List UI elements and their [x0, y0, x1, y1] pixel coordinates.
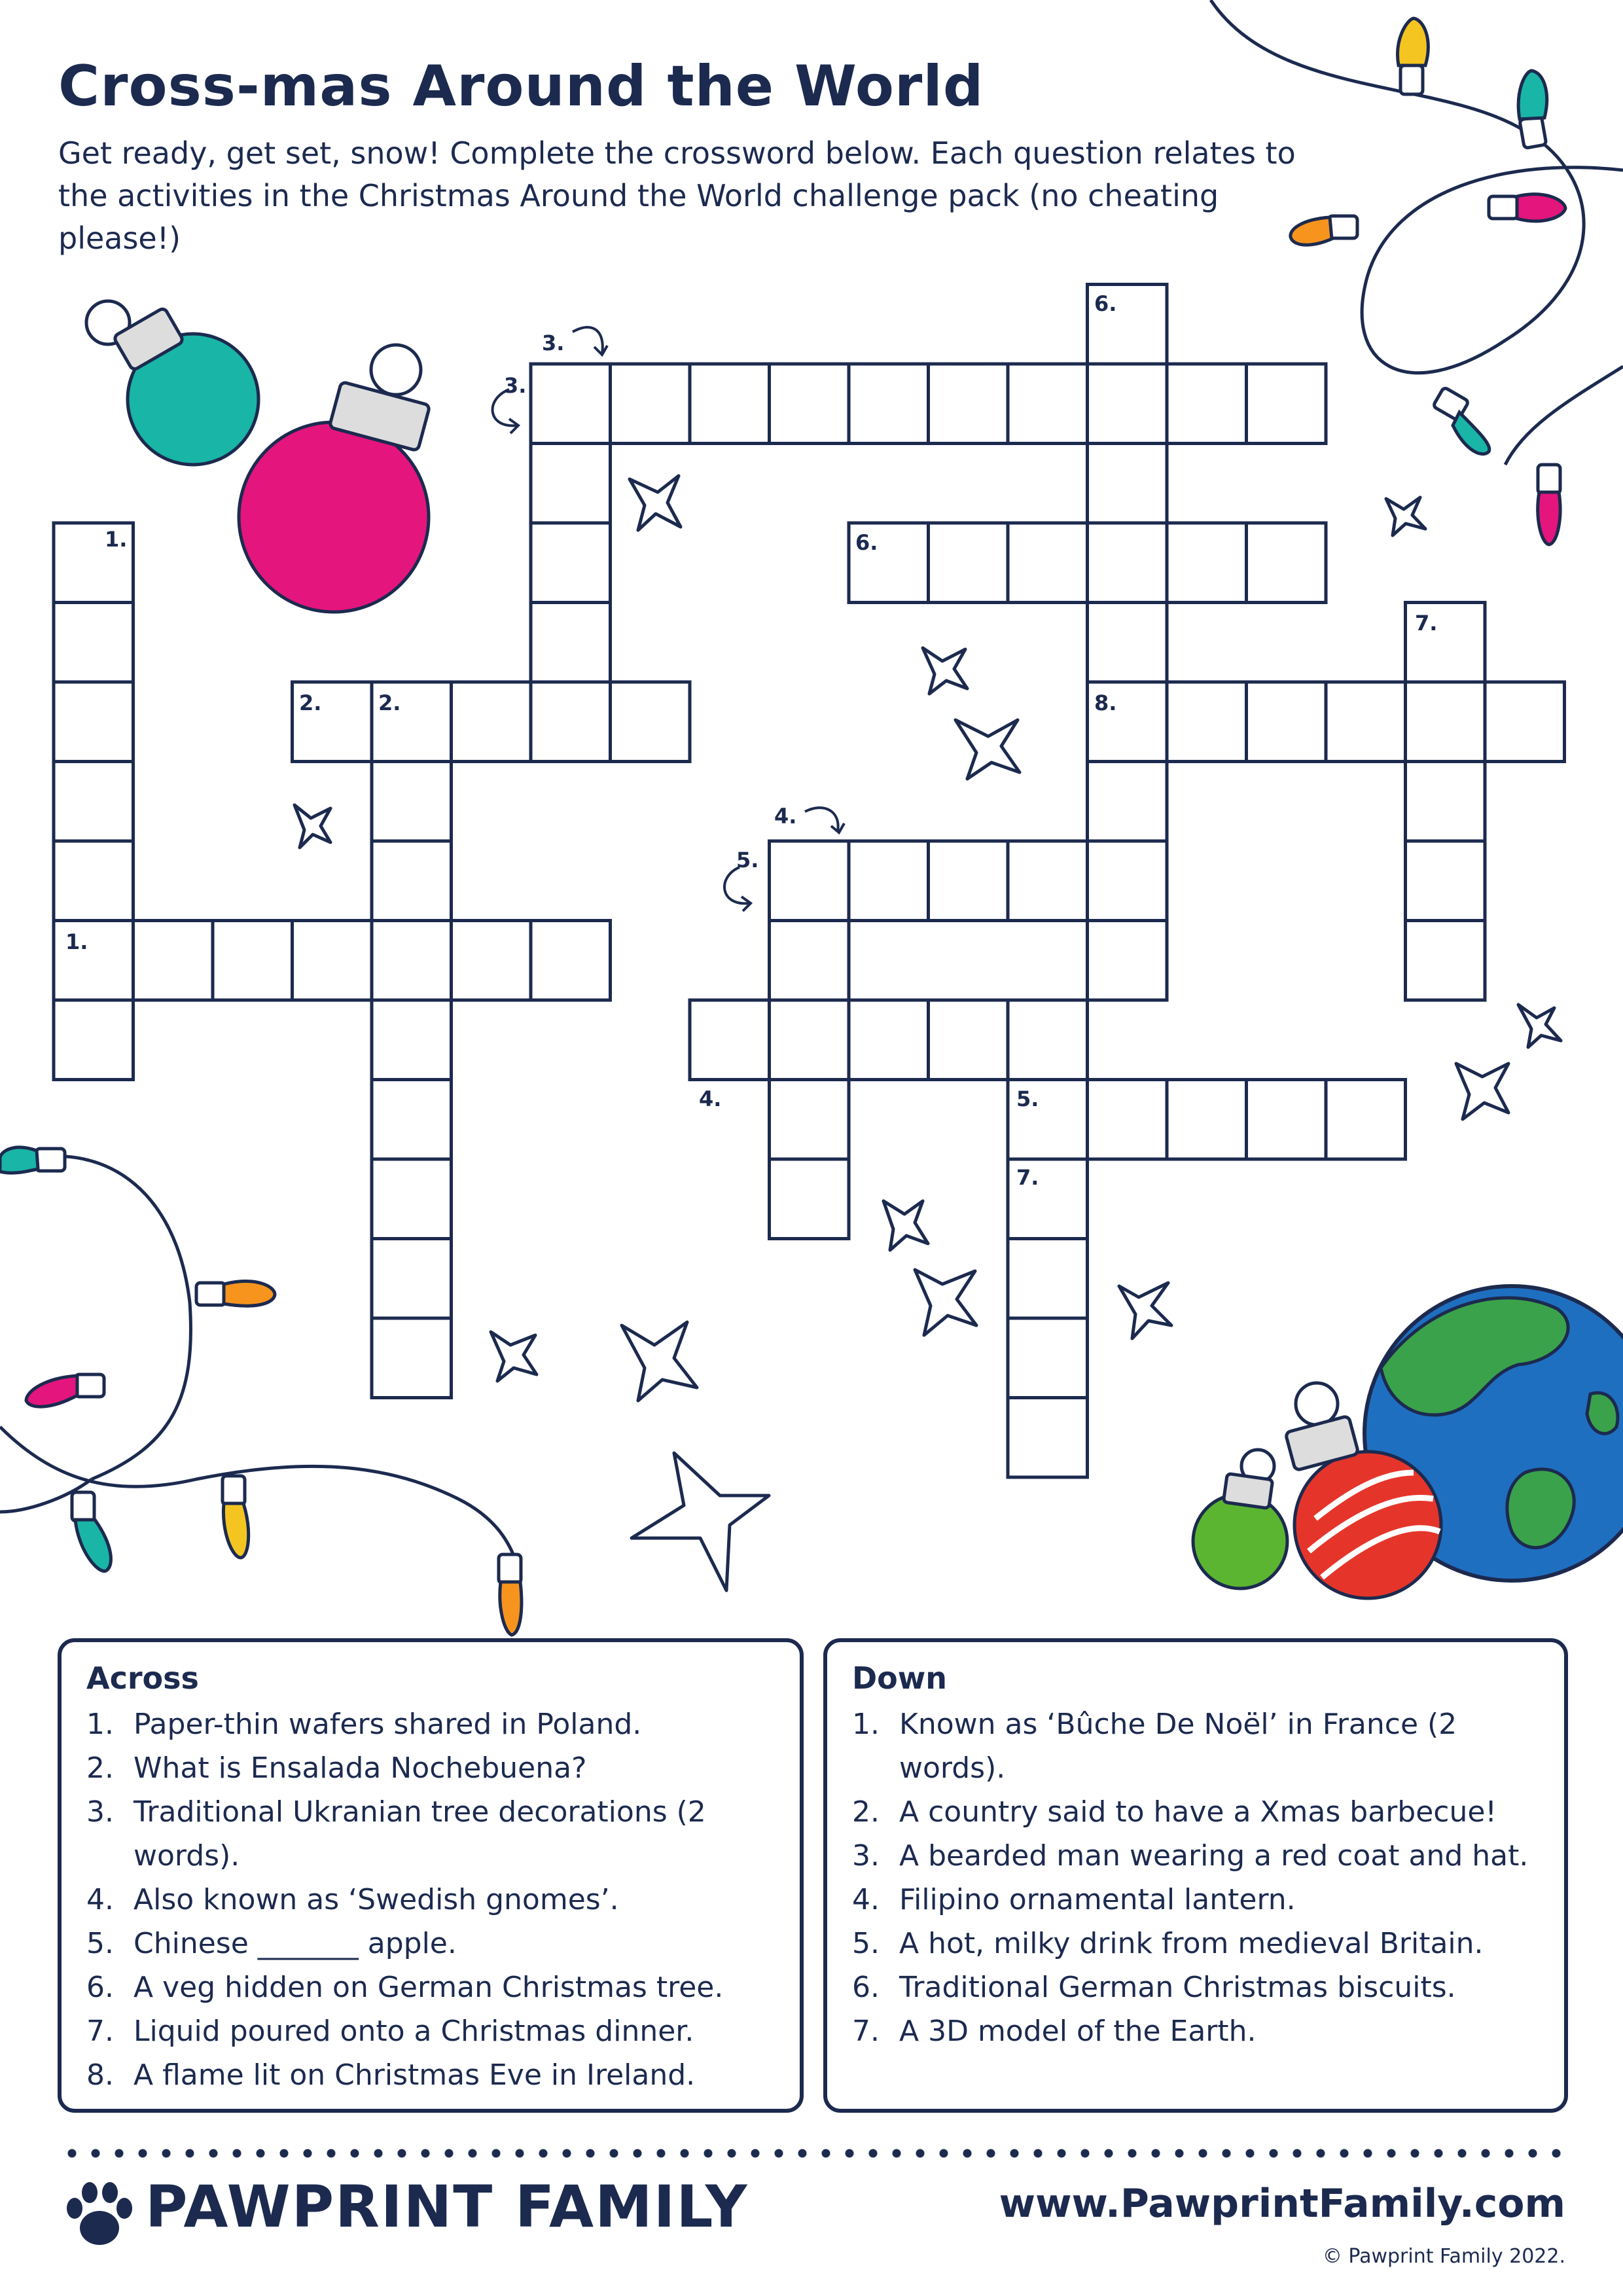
crossword-cell[interactable] [1088, 841, 1168, 921]
crossword-cell[interactable] [1247, 523, 1327, 603]
crossword-cell[interactable] [293, 921, 372, 1001]
crossword-cell[interactable] [372, 921, 452, 1001]
crossword-cell[interactable] [1406, 841, 1486, 921]
cell-number-down-7: 7. [1415, 611, 1438, 636]
cell-number-across-8: 8. [1094, 691, 1117, 715]
down-heading: Down [852, 1660, 948, 1696]
crossword-cell[interactable] [1088, 921, 1168, 1001]
crossword-cell[interactable] [1008, 523, 1088, 603]
crossword-cell[interactable] [1088, 523, 1168, 603]
crossword-cell[interactable] [1326, 682, 1406, 762]
crossword-cell[interactable] [770, 1080, 849, 1160]
crossword-cell[interactable] [452, 921, 531, 1001]
crossword-cell[interactable] [1167, 682, 1247, 762]
crossword-cell[interactable] [372, 1159, 452, 1239]
crossword-cell[interactable] [1406, 921, 1486, 1001]
crossword-cell[interactable] [849, 364, 929, 444]
down-clue-6: 6. Traditional German Christmas biscuits. [852, 1971, 1456, 2004]
cell-number-across-4: 4. [699, 1086, 722, 1111]
across-clue-7: 7. Liquid poured onto a Christmas dinner. [86, 2015, 694, 2048]
crossword-cell[interactable] [372, 762, 452, 842]
crossword-cell[interactable] [611, 682, 690, 762]
crossword-cell[interactable] [1406, 682, 1486, 762]
across-clue-list [86, 1702, 780, 2097]
crossword-cell[interactable] [690, 364, 770, 444]
crossword-cell[interactable] [690, 1000, 770, 1080]
across-clue-6: 6. A veg hidden on German Christmas tree. [86, 1971, 724, 2004]
cell-number-across-7: 7. [1016, 1165, 1039, 1190]
crossword-cell[interactable] [1008, 1239, 1088, 1319]
brand-logo-text: PAWPRINT FAMILY [145, 2173, 749, 2240]
down-clues-panel [823, 1638, 1568, 2113]
dotted-divider [60, 2149, 1565, 2158]
crossword-cell[interactable] [770, 1000, 849, 1080]
crossword-cell[interactable] [452, 682, 531, 762]
across-clue-5: 5. Chinese _______ apple. [86, 1927, 457, 1960]
down-clue-3: 3. A bearded man wearing a red coat and hat. [852, 1839, 1529, 1873]
across-clue-3: 3. Traditional Ukranian tree decorations (2 words). [86, 1795, 706, 1873]
across-heading: Across [86, 1660, 199, 1696]
crossword-cell[interactable] [929, 841, 1008, 921]
paw-print-icon [60, 2174, 139, 2253]
crossword-cell[interactable] [54, 1000, 134, 1080]
down-clue-list [852, 1702, 1544, 2053]
crossword-cell[interactable] [531, 921, 611, 1001]
crossword-cell[interactable] [929, 523, 1008, 603]
crossword-cell[interactable] [770, 1159, 849, 1239]
crossword-cell[interactable] [372, 841, 452, 921]
website-link[interactable]: www.PawprintFamily.com [999, 2181, 1565, 2227]
crossword-cell[interactable] [1088, 762, 1168, 842]
down-clue-2: 2. A country said to have a Xmas barbecue! [852, 1795, 1497, 1829]
cell-number-down-1: 1. [105, 527, 128, 552]
crossword-cell[interactable] [1088, 603, 1168, 683]
cell-number-across-6: 6. [855, 530, 878, 555]
crossword-cell[interactable] [372, 1080, 452, 1160]
crossword-cell[interactable] [372, 1318, 452, 1398]
copyright-text: © Pawprint Family 2022. [1322, 2245, 1565, 2268]
crossword-cell[interactable] [54, 682, 134, 762]
crossword-cell[interactable] [531, 603, 611, 683]
crossword-cell[interactable] [1088, 364, 1168, 444]
crossword-cell[interactable] [1406, 762, 1486, 842]
cell-number-down-5: 5. [1016, 1086, 1039, 1111]
cell-number-across-2: 2. [299, 691, 322, 715]
crossword-cell[interactable] [372, 1000, 452, 1080]
cell-number-down-4: 4. [774, 804, 797, 829]
cell-number-across-3: 3. [504, 373, 527, 398]
crossword-cell[interactable] [1008, 1318, 1088, 1398]
crossword-cell[interactable] [134, 921, 213, 1001]
crossword-cell[interactable] [531, 682, 611, 762]
crossword-cell[interactable] [54, 841, 134, 921]
crossword-cell[interactable] [1008, 1398, 1088, 1478]
down-clue-4: 4. Filipino ornamental lantern. [852, 1883, 1296, 1916]
crossword-cell[interactable] [213, 921, 293, 1001]
across-clue-1: 1. Paper-thin wafers shared in Poland. [86, 1708, 642, 1741]
intro-text: Get ready, get set, snow! Complete the crossword below. Each question relates to the activities in the Christmas Around the World challenge pack (no cheating please!) [58, 135, 1296, 256]
crossword-cell[interactable] [1247, 1080, 1327, 1160]
across-clue-4: 4. Also known as ‘Swedish gnomes’. [86, 1883, 619, 1916]
crossword-cell[interactable] [1247, 682, 1327, 762]
crossword-cell[interactable] [1008, 364, 1088, 444]
cell-number-down-2: 2. [378, 691, 401, 715]
crossword-cell[interactable] [770, 364, 849, 444]
crossword-cell[interactable] [1326, 1080, 1406, 1160]
crossword-cell[interactable] [1167, 523, 1247, 603]
down-clue-5: 5. A hot, milky drink from medieval Britain. [852, 1927, 1484, 1960]
crossword-cell[interactable] [770, 841, 849, 921]
crossword-cell[interactable] [1008, 1000, 1088, 1080]
crossword-cell[interactable] [929, 1000, 1008, 1080]
crossword-cell[interactable] [1167, 1080, 1247, 1160]
crossword-cell[interactable] [611, 364, 690, 444]
crossword-cell[interactable] [372, 1239, 452, 1319]
crossword-cell[interactable] [1088, 1080, 1168, 1160]
crossword-cell[interactable] [531, 523, 611, 603]
crossword-cell[interactable] [54, 603, 134, 683]
page-title: Cross-mas Around the World [58, 54, 984, 119]
cell-number-down-6: 6. [1094, 291, 1117, 316]
crossword-cell[interactable] [849, 841, 929, 921]
crossword-cell[interactable] [1167, 364, 1247, 444]
crossword-cell[interactable] [1008, 841, 1088, 921]
across-clue-8: 8. A flame lit on Christmas Eve in Ireland. [86, 2058, 696, 2092]
crossword-cell[interactable] [1247, 364, 1327, 444]
crossword-cell[interactable] [531, 444, 611, 524]
crossword-cell[interactable] [770, 921, 849, 1001]
crossword-cell[interactable] [849, 1000, 929, 1080]
down-clue-1: 1. Known as ‘Bûche De Noël’ in France (2 words). [852, 1708, 1457, 1785]
cell-number-across-5: 5. [736, 848, 759, 872]
crossword-cell[interactable] [54, 762, 134, 842]
down-clue-7: 7. A 3D model of the Earth. [852, 2015, 1257, 2048]
crossword-cell[interactable] [1088, 444, 1168, 524]
crossword-cell[interactable] [1485, 682, 1565, 762]
crossword-cell[interactable] [929, 364, 1008, 444]
cell-number-across-1: 1. [65, 929, 88, 954]
crossword-cell[interactable] [531, 364, 611, 444]
across-clue-2: 2. What is Ensalada Nochebuena? [86, 1751, 587, 1785]
across-clues-panel [58, 1638, 804, 2113]
cell-number-down-3: 3. [542, 331, 565, 355]
